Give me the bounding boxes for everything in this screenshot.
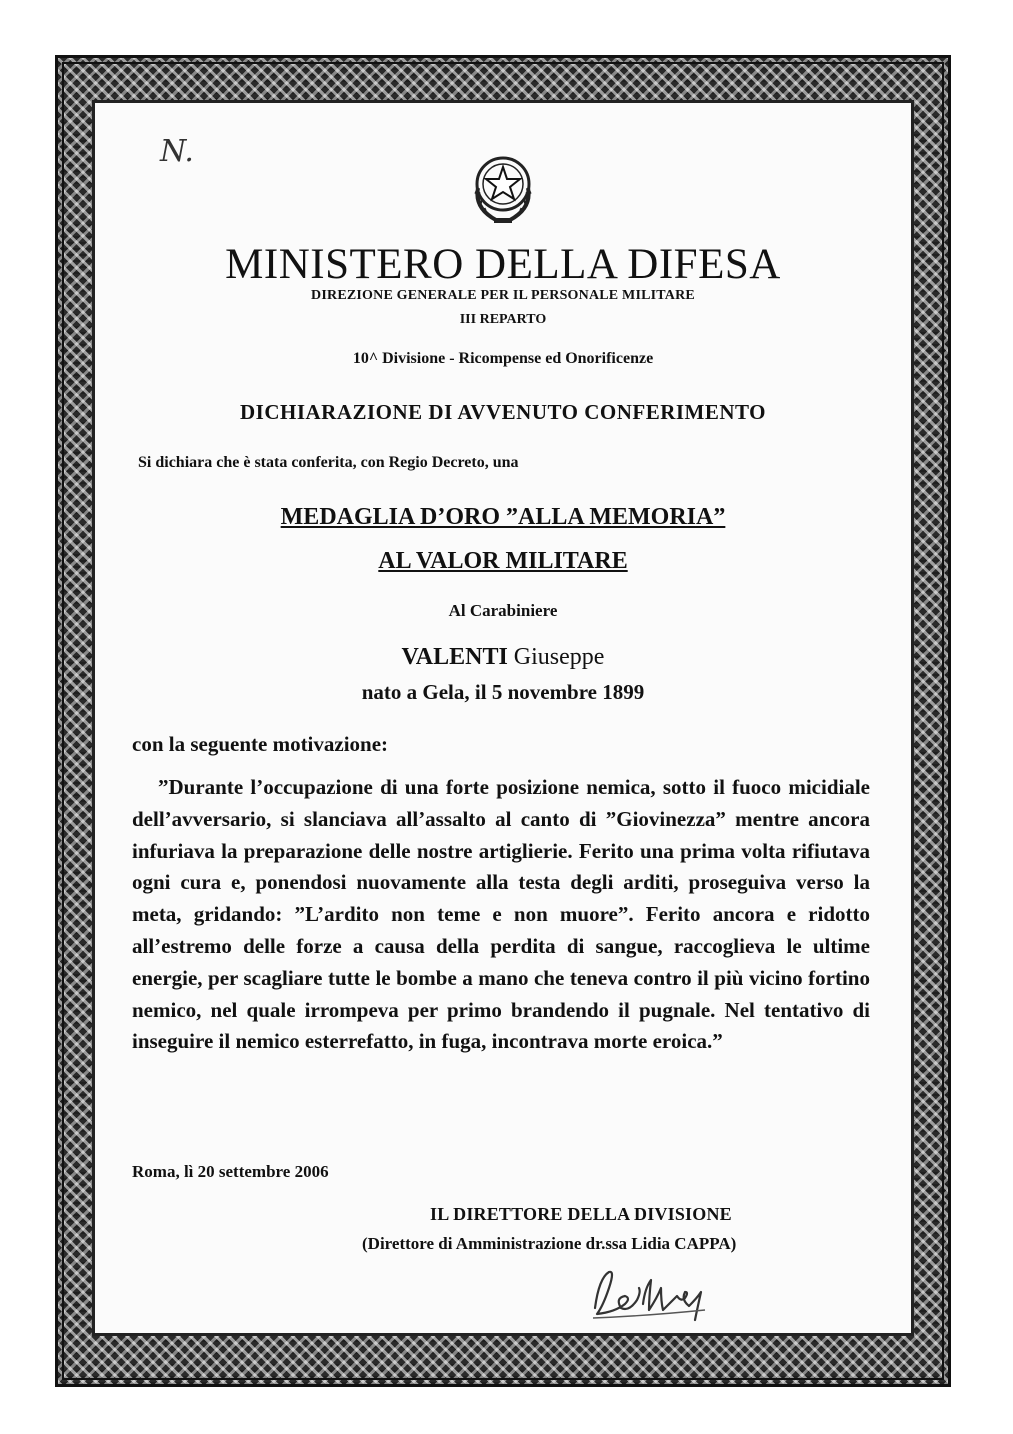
italian-republic-emblem-icon	[466, 148, 540, 228]
handwritten-signature	[585, 1258, 715, 1326]
direzione-generale: DIREZIONE GENERALE PER IL PERSONALE MILITARE	[311, 288, 695, 303]
recipient-name	[100, 644, 906, 671]
recipient-given-name: Giuseppe	[513, 644, 605, 670]
recipient-birth: nato a Gela, il 5 novembre 1899	[361, 680, 645, 704]
recipient-surname: VALENTI	[401, 644, 508, 670]
medal-title-line1: MEDAGLIA D’ORO ”ALLA MEMORIA”	[280, 504, 726, 530]
declaration-title: DICHIARAZIONE DI AVVENUTO CONFERIMENTO	[239, 400, 766, 424]
recipient-rank: Al Carabiniere	[448, 601, 558, 620]
director-name: (Direttore di Amministrazione dr.ssa Lidia CAPPA)	[362, 1234, 737, 1253]
divisione: 10^ Divisione - Ricompense ed Onorificenze	[352, 350, 654, 367]
declaration-intro: Si dichiara che è stata conferita, con Regio Decreto, una	[138, 454, 519, 471]
medal-title-line2: AL VALOR MILITARE	[378, 548, 628, 574]
director-title: IL DIRETTORE DELLA DIVISIONE	[430, 1204, 732, 1224]
motivation-text: ”Durante l’occupazione di una forte posizione nemica, sotto il fuoco micidiale dell’avversario, si slanciava all’assalto al canto di ”Giovinezza” mentre ancora infuriava la preparazione delle nostre artiglierie. Ferito una prima volta rifiutava ogni cura e, ponendosi nuovamente alla testa degli arditi, proseguiva verso la meta, gridando: ”L’ardito non teme e non muore”. Ferito ancora e ridotto all’estremo delle forze a causa della perdita di sangue, raccoglieva le ultime energie, per scagliare tutte le bombe a mano che teneva contro il più vicino fortino nemico, nel quale irrompeva per primo brandendo il pugnale. Nel tentativo di inseguire il nemico esterrefatto, in fuga, incontrava morte eroica.”	[132, 775, 870, 1054]
ministry-title: MINISTERO DELLA DIFESA	[225, 241, 781, 288]
reparto: III REPARTO	[459, 312, 547, 327]
motivation-label: con la seguente motivazione:	[132, 732, 389, 756]
place-date: Roma, lì 20 settembre 2006	[132, 1162, 329, 1181]
page-number-mark: N.	[160, 134, 194, 169]
